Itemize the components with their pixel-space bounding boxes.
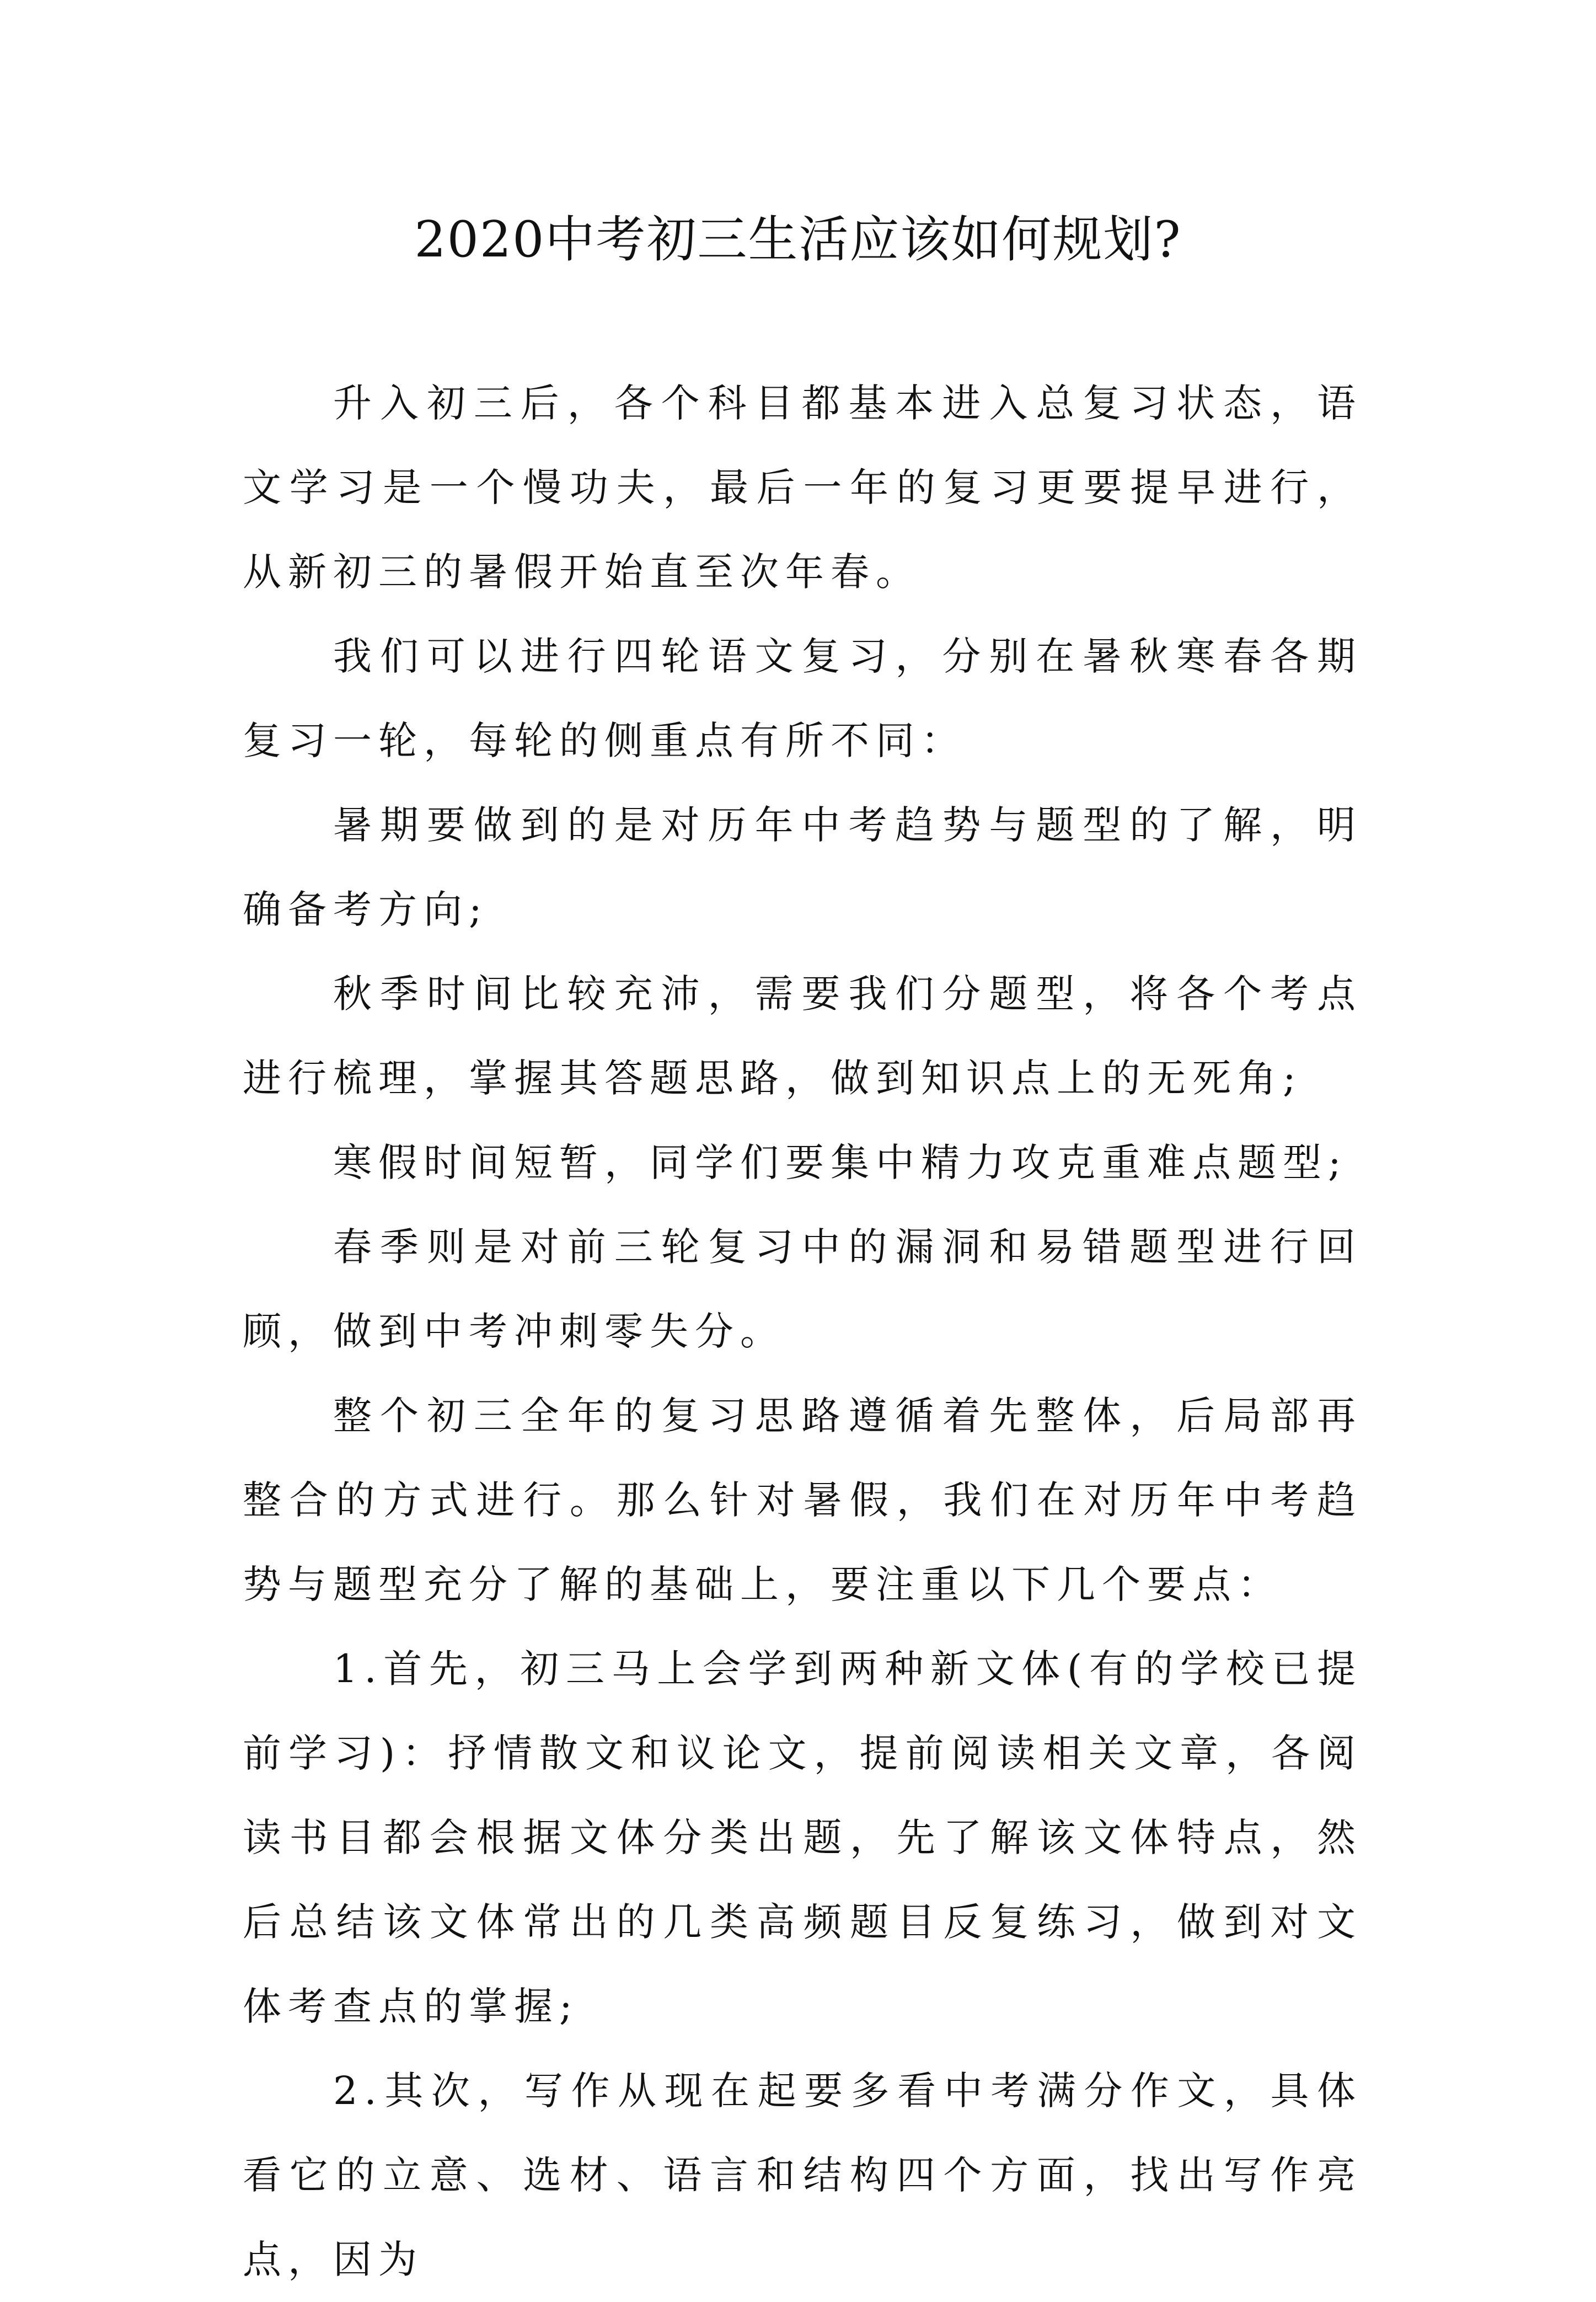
paragraph-9: 2.其次，写作从现在起要多看中考满分作文，具体看它的立意、选材、语言和结构四个方面，找出写作亮点，因为 (243, 2068, 1362, 2282)
paragraph-4: 秋季时间比较充沛，需要我们分题型，将各个考点进行梳理，掌握其答题思路，做到知识点上的无死角; (243, 971, 1362, 1101)
document-body (243, 361, 1362, 2302)
paragraph-7: 整个初三全年的复习思路遵循着先整体，后局部再整合的方式进行。那么针对暑假，我们在对历年中考趋势与题型充分了解的基础上，要注重以下几个要点： (243, 1393, 1362, 1607)
paragraph-1: 升入初三后，各个科目都基本进入总复习状态，语文学习是一个慢功夫，最后一年的复习更要提早进行，从新初三的暑假开始直至次年春。 (243, 381, 1362, 595)
paragraph-5: 寒假时间短暂，同学们要集中精力攻克重难点题型; (333, 1140, 1348, 1185)
paragraph-6: 春季则是对前三轮复习中的漏洞和易错题型进行回顾，做到中考冲刺零失分。 (243, 1224, 1362, 1354)
paragraph-8: 1.首先，初三马上会学到两种新文体(有的学校已提前学习)：抒情散文和议论文，提前阅读相关文章，各阅读书目都会根据文体分类出题，先了解该文体特点，然后总结该文体常出的几类高频题目反复练习，做到对文体考查点的掌握; (243, 1646, 1362, 2029)
paragraph-2: 我们可以进行四轮语文复习，分别在暑秋寒春各期复习一轮，每轮的侧重点有所不同： (243, 634, 1362, 763)
document-title: 2020中考初三生活应该如何规划? (414, 211, 1182, 269)
paragraph-3: 暑期要做到的是对历年中考趋势与题型的了解，明确备考方向; (243, 802, 1362, 932)
